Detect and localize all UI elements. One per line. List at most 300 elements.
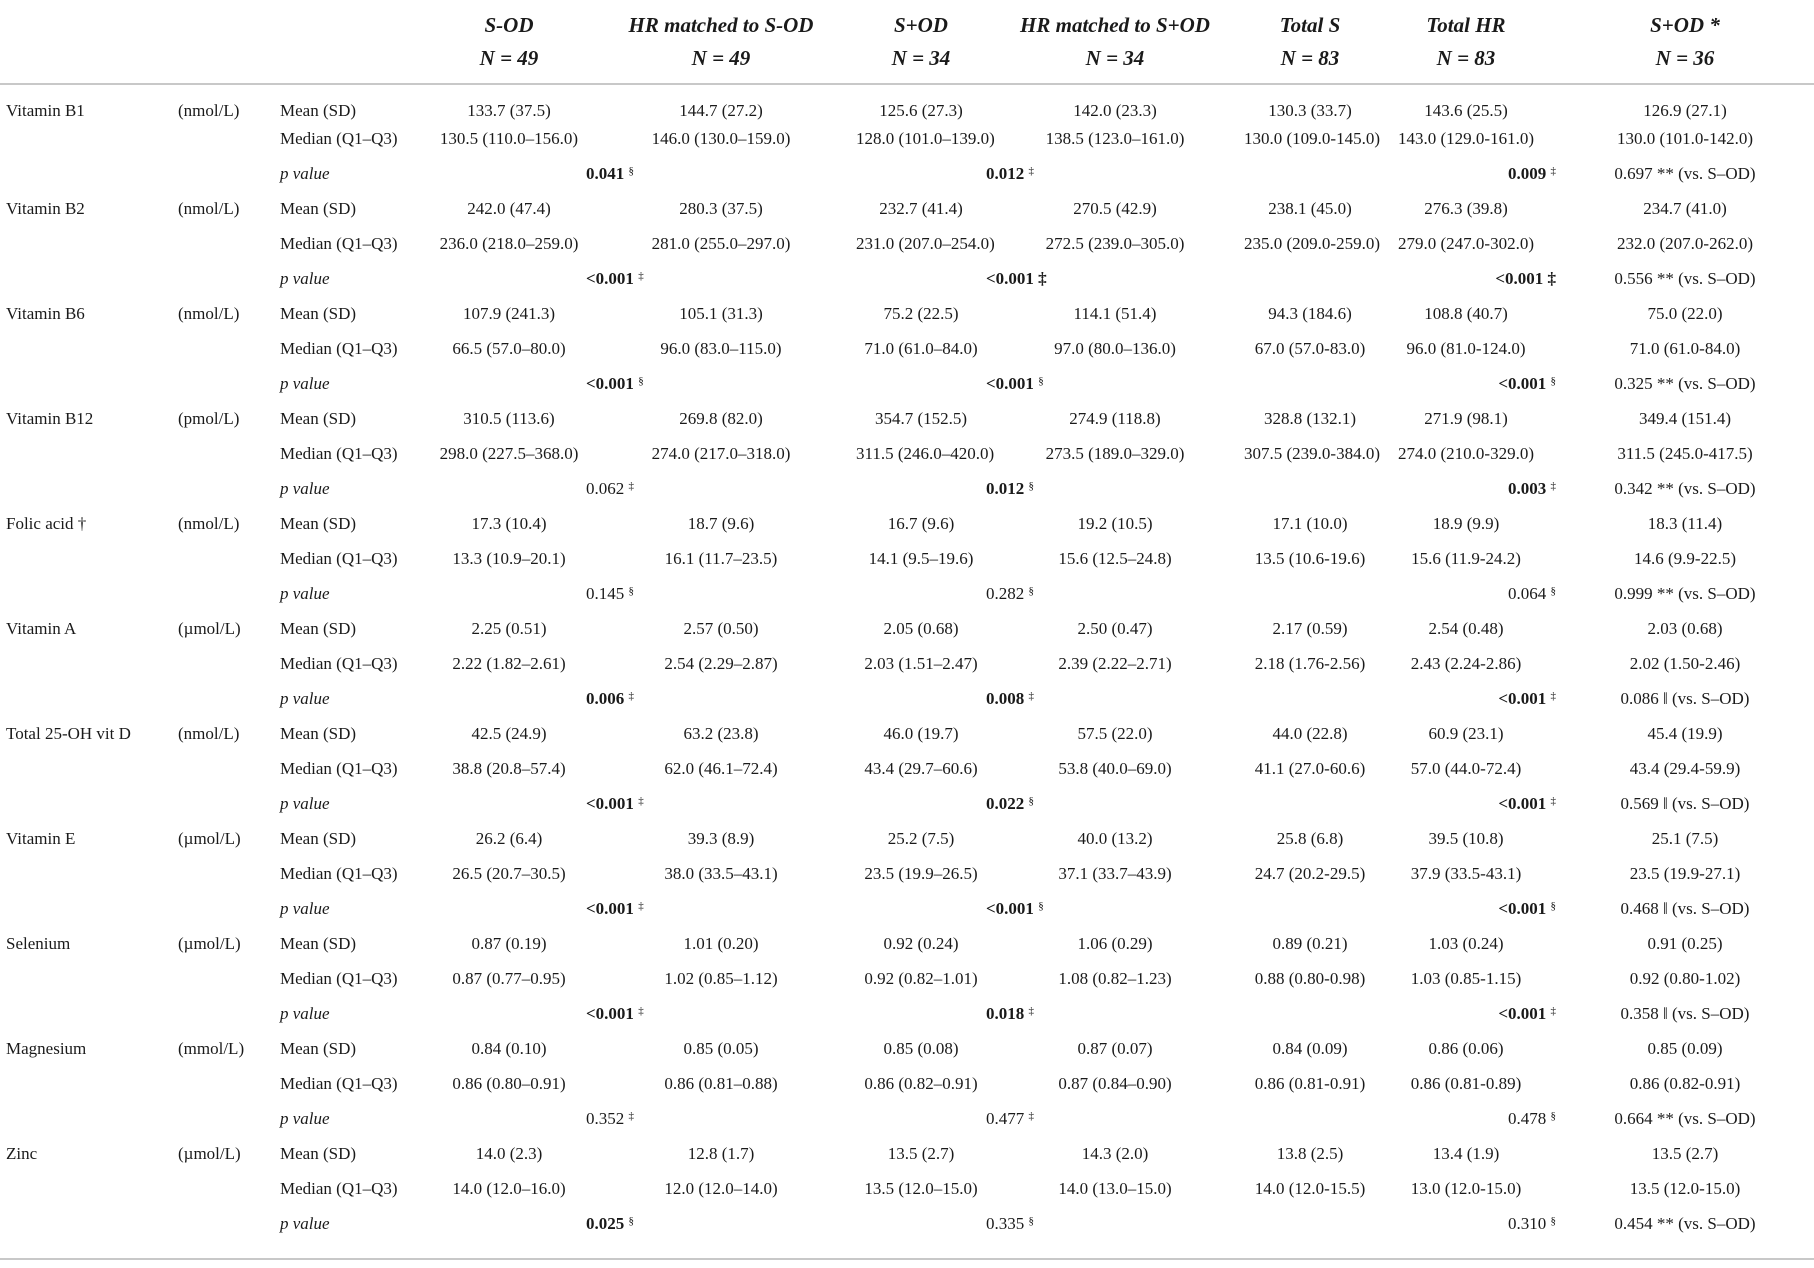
nutrient-name: Vitamin B12 <box>6 408 94 428</box>
p-value-s-plus-od-star: 0.342 ** (vs. S–OD) <box>1614 478 1756 498</box>
p-value-s-plus-od <box>986 156 1244 191</box>
p-value-s-plus-od <box>986 681 1244 716</box>
empty-cell <box>178 961 280 996</box>
median-value: 128.0 (101.0–139.0) <box>856 128 995 148</box>
empty-cell <box>178 121 280 156</box>
test-symbol: ‡ <box>628 479 634 492</box>
p-value-s-plus-od <box>986 1206 1244 1241</box>
nutrient-unit: (nmol/L) <box>178 303 240 323</box>
median-value: 97.0 (80.0–136.0) <box>1054 338 1176 358</box>
median-value: 38.0 (33.5–43.1) <box>664 863 778 883</box>
median-value: 0.92 (0.82–1.01) <box>864 968 978 988</box>
mean-value: 238.1 (45.0) <box>1268 198 1352 218</box>
empty-cell <box>1244 681 1376 716</box>
mean-value: 142.0 (23.3) <box>1073 101 1157 120</box>
test-symbol: ‡ <box>1028 1109 1034 1122</box>
mean-value: 0.91 (0.25) <box>1647 933 1723 953</box>
empty-cell <box>0 121 178 156</box>
empty-cell <box>178 1171 280 1206</box>
mean-value: 13.8 (2.5) <box>1276 1143 1344 1163</box>
p-value-text: 0.009 <box>1508 163 1547 183</box>
p-value-s-plus-od <box>986 996 1244 1031</box>
p-value-s-plus-od-star: 0.325 ** (vs. S–OD) <box>1614 373 1756 393</box>
table-row-median <box>0 226 1814 261</box>
empty-cell <box>432 1206 586 1241</box>
empty-cell <box>178 541 280 576</box>
p-value-total <box>1376 681 1556 716</box>
p-value-s-plus-od-star: 0.697 ** (vs. S–OD) <box>1614 163 1756 183</box>
median-value: 273.5 (189.0–329.0) <box>1045 443 1185 463</box>
table-row-mean <box>0 1136 1814 1171</box>
empty-cell <box>856 996 986 1031</box>
table-row-p-value <box>0 786 1814 821</box>
empty-cell <box>1244 576 1376 611</box>
nutrient-name: Magnesium <box>6 1038 87 1058</box>
mean-value: 25.8 (6.8) <box>1276 828 1344 848</box>
empty-cell <box>856 471 986 506</box>
mean-value: 2.03 (0.68) <box>1647 618 1723 638</box>
p-value-s-od <box>586 576 856 611</box>
median-value: 0.86 (0.81–0.88) <box>664 1073 778 1093</box>
p-value-text: 0.012 <box>986 478 1025 498</box>
column-title: S-OD <box>484 12 534 37</box>
mean-value: 26.2 (6.4) <box>475 828 543 848</box>
mean-value: 2.05 (0.68) <box>883 618 959 638</box>
test-symbol: ‡ <box>628 689 634 702</box>
p-value-text: 0.012 <box>986 163 1025 183</box>
p-value-s-od <box>586 1206 856 1241</box>
median-value: 0.86 (0.80–0.91) <box>452 1073 566 1093</box>
table-row-p-value <box>0 366 1814 401</box>
median-value: 231.0 (207.0–254.0) <box>856 233 995 253</box>
empty-cell <box>178 226 280 261</box>
mean-value: 18.9 (9.9) <box>1432 513 1500 533</box>
empty-cell <box>178 436 280 471</box>
mean-value: 276.3 (39.8) <box>1424 198 1508 218</box>
table-row-median <box>0 436 1814 471</box>
empty-cell <box>0 436 178 471</box>
stat-label-median: Median (Q1–Q3) <box>280 128 398 148</box>
empty-cell <box>0 996 178 1031</box>
column-n: N = 49 <box>691 45 751 70</box>
median-value: 14.1 (9.5–19.6) <box>868 548 974 568</box>
empty-cell <box>0 576 178 611</box>
stat-label-mean: Mean (SD) <box>280 408 357 428</box>
table-row-median <box>0 961 1814 996</box>
median-value: 38.8 (20.8–57.4) <box>452 758 566 778</box>
test-symbol: § <box>1028 794 1034 807</box>
stat-label-mean: Mean (SD) <box>280 618 357 638</box>
empty-cell <box>0 261 178 296</box>
p-value-s-plus-od-star: 0.086 ‖ (vs. S–OD) <box>1620 688 1750 708</box>
median-value: 1.03 (0.85-1.15) <box>1410 968 1522 988</box>
p-value-s-od <box>586 366 856 401</box>
median-value: 57.0 (44.0-72.4) <box>1410 758 1522 778</box>
test-symbol: ‡ <box>1028 164 1034 177</box>
table-row-median <box>0 646 1814 681</box>
p-value-text: <0.001 <box>986 373 1034 393</box>
table-row-median <box>0 541 1814 576</box>
test-symbol: § <box>628 164 634 177</box>
median-value: 298.0 (227.5–368.0) <box>439 443 579 463</box>
nutrient-name: Vitamin E <box>6 828 76 848</box>
p-value-total <box>1376 1101 1556 1136</box>
p-value-text: 0.477 <box>986 1108 1025 1128</box>
header-blank <box>280 0 432 84</box>
p-value-s-plus-od <box>986 366 1244 401</box>
p-value-total <box>1376 1206 1556 1241</box>
median-value: 12.0 (12.0–14.0) <box>664 1178 778 1198</box>
empty-cell <box>178 1206 280 1241</box>
mean-value: 75.2 (22.5) <box>883 303 959 323</box>
mean-value: 126.9 (27.1) <box>1643 101 1727 120</box>
median-value: 43.4 (29.4-59.9) <box>1629 758 1741 778</box>
empty-cell <box>856 891 986 926</box>
mean-value: 242.0 (47.4) <box>467 198 551 218</box>
median-value: 71.0 (61.0-84.0) <box>1629 338 1741 358</box>
stat-label-p: p value <box>280 1213 330 1233</box>
median-value: 0.86 (0.81-0.89) <box>1410 1073 1522 1093</box>
mean-value: 2.50 (0.47) <box>1077 618 1153 638</box>
stat-label-p: p value <box>280 1003 330 1023</box>
empty-cell <box>0 471 178 506</box>
stat-label-mean: Mean (SD) <box>280 101 357 120</box>
median-value: 15.6 (11.9-24.2) <box>1411 548 1521 568</box>
stat-label-median: Median (Q1–Q3) <box>280 443 398 463</box>
mean-value: 1.03 (0.24) <box>1428 933 1504 953</box>
mean-value: 60.9 (23.1) <box>1428 723 1504 743</box>
median-value: 41.1 (27.0-60.6) <box>1254 758 1366 778</box>
empty-cell <box>1244 156 1376 191</box>
p-value-text: 0.008 <box>986 688 1025 708</box>
median-value: 307.5 (239.0-384.0) <box>1244 443 1380 463</box>
header-row <box>0 0 1814 84</box>
p-value-text: 0.478 <box>1508 1108 1547 1128</box>
nutrient-name: Vitamin B1 <box>6 101 85 120</box>
mean-value: 18.3 (11.4) <box>1647 513 1723 533</box>
p-value-s-od <box>586 261 856 296</box>
median-value: 15.6 (12.5–24.8) <box>1058 548 1172 568</box>
stat-label-p: p value <box>280 898 330 918</box>
mean-value: 328.8 (132.1) <box>1263 408 1357 428</box>
mean-value: 271.9 (98.1) <box>1424 408 1508 428</box>
median-value: 14.6 (9.9-22.5) <box>1634 548 1736 568</box>
empty-cell <box>432 366 586 401</box>
table-row-mean <box>0 191 1814 226</box>
mean-value: 133.7 (37.5) <box>467 101 551 120</box>
mean-value: 0.85 (0.05) <box>683 1038 759 1058</box>
mean-value: 130.3 (33.7) <box>1268 101 1352 120</box>
test-symbol: ‡ <box>1550 689 1556 702</box>
p-value-text: 0.041 <box>586 163 625 183</box>
p-value-text: 0.352 <box>586 1108 625 1128</box>
table-row-p-value <box>0 261 1814 296</box>
table-row-p-value <box>0 471 1814 506</box>
mean-value: 39.5 (10.8) <box>1428 828 1504 848</box>
p-value-text: 0.282 <box>986 583 1025 603</box>
table-row-p-value <box>0 891 1814 926</box>
empty-cell <box>1244 996 1376 1031</box>
p-value-text: <0.001 <box>586 898 634 918</box>
empty-cell <box>856 1101 986 1136</box>
mean-value: 0.85 (0.09) <box>1647 1038 1723 1058</box>
p-value-text: <0.001 <box>1498 1003 1547 1023</box>
stat-label-mean: Mean (SD) <box>280 513 357 533</box>
empty-cell <box>0 1171 178 1206</box>
test-symbol: § <box>1028 584 1034 597</box>
median-value: 14.0 (13.0–15.0) <box>1058 1178 1172 1198</box>
p-value-s-od <box>586 471 856 506</box>
nutrient-unit: (µmol/L) <box>178 1143 241 1163</box>
test-symbol: ‡ <box>1550 1004 1556 1017</box>
test-symbol: § <box>1038 899 1044 912</box>
median-value: 146.0 (130.0–159.0) <box>651 128 791 148</box>
mean-value: 44.0 (22.8) <box>1272 723 1348 743</box>
table-row-median <box>0 751 1814 786</box>
median-value: 274.0 (210.0-329.0) <box>1398 443 1534 463</box>
nutrient-unit: (nmol/L) <box>178 723 240 743</box>
median-value: 2.03 (1.51–2.47) <box>864 653 978 673</box>
table-row-median <box>0 1066 1814 1101</box>
empty-cell <box>178 891 280 926</box>
p-value-s-od <box>586 1101 856 1136</box>
mean-value: 57.5 (22.0) <box>1077 723 1153 743</box>
test-symbol: ‡ <box>638 1004 644 1017</box>
p-value-text: <0.001 <box>586 793 634 813</box>
nutrient-name: Folic acid † <box>6 513 87 533</box>
test-symbol: § <box>1550 1109 1556 1122</box>
table-row-mean <box>0 401 1814 436</box>
empty-cell <box>178 856 280 891</box>
header-blank <box>0 0 178 84</box>
stat-label-median: Median (Q1–Q3) <box>280 1178 398 1198</box>
p-value-total <box>1376 471 1556 506</box>
median-value: 96.0 (81.0-124.0) <box>1406 338 1526 358</box>
median-value: 14.0 (12.0–16.0) <box>452 1178 566 1198</box>
empty-cell <box>0 751 178 786</box>
mean-value: 25.2 (7.5) <box>887 828 955 848</box>
mean-value: 40.0 (13.2) <box>1077 828 1153 848</box>
median-value: 0.86 (0.82–0.91) <box>864 1073 978 1093</box>
median-value: 311.5 (245.0-417.5) <box>1617 443 1753 463</box>
empty-cell <box>432 1101 586 1136</box>
median-value: 13.3 (10.9–20.1) <box>452 548 566 568</box>
test-symbol: § <box>628 584 634 597</box>
p-value-s-plus-od <box>986 471 1244 506</box>
table-row-mean <box>0 611 1814 646</box>
empty-cell <box>0 1206 178 1241</box>
empty-cell <box>0 226 178 261</box>
stat-label-p: p value <box>280 163 330 183</box>
stat-label-p: p value <box>280 373 330 393</box>
mean-value: 0.92 (0.24) <box>883 933 959 953</box>
empty-cell <box>432 576 586 611</box>
column-title: HR matched to S-OD <box>628 12 814 37</box>
test-symbol: § <box>1028 479 1034 492</box>
p-value-text: 0.064 <box>1508 583 1547 603</box>
mean-value: 274.9 (118.8) <box>1069 408 1161 428</box>
column-n: N = 83 <box>1436 45 1496 70</box>
mean-value: 13.5 (2.7) <box>887 1143 955 1163</box>
stat-label-median: Median (Q1–Q3) <box>280 863 398 883</box>
empty-cell <box>0 1101 178 1136</box>
p-value-text: <0.001 <box>586 268 634 288</box>
p-value-text: <0.001 <box>1498 688 1547 708</box>
empty-cell <box>432 786 586 821</box>
median-value: 2.54 (2.29–2.87) <box>664 653 778 673</box>
empty-cell <box>0 1066 178 1101</box>
p-value-s-plus-od-star: 0.664 ** (vs. S–OD) <box>1614 1108 1756 1128</box>
p-value-text: <0.001 <box>586 1003 634 1023</box>
header-total-s <box>1244 0 1376 84</box>
mean-value: 0.85 (0.08) <box>883 1038 959 1058</box>
median-value: 281.0 (255.0–297.0) <box>651 233 791 253</box>
table-row-p-value <box>0 156 1814 191</box>
mean-value: 310.5 (113.6) <box>463 408 555 428</box>
median-value: 2.18 (1.76-2.56) <box>1254 653 1366 673</box>
nutrient-name: Vitamin B6 <box>6 303 85 323</box>
stat-label-median: Median (Q1–Q3) <box>280 548 398 568</box>
median-value: 0.86 (0.81-0.91) <box>1254 1073 1366 1093</box>
empty-cell <box>0 961 178 996</box>
column-title: Total S <box>1279 12 1341 37</box>
stat-label-mean: Mean (SD) <box>280 933 357 953</box>
stat-label-mean: Mean (SD) <box>280 723 357 743</box>
nutrient-unit: (mmol/L) <box>178 1038 245 1058</box>
mean-value: 0.84 (0.10) <box>471 1038 547 1058</box>
empty-cell <box>1244 471 1376 506</box>
empty-cell <box>1244 366 1376 401</box>
empty-cell <box>178 331 280 366</box>
column-n: N = 36 <box>1655 45 1715 70</box>
p-value-text: 0.145 <box>586 583 625 603</box>
test-symbol: § <box>1550 374 1556 387</box>
table-row-p-value <box>0 576 1814 611</box>
nutrient-unit: (µmol/L) <box>178 618 241 638</box>
table-row-p-value <box>0 1206 1814 1241</box>
p-value-s-plus-od <box>986 786 1244 821</box>
stat-label-median: Median (Q1–Q3) <box>280 758 398 778</box>
mean-value: 13.4 (1.9) <box>1432 1143 1500 1163</box>
test-symbol: ‡ <box>1028 1004 1034 1017</box>
test-symbol: § <box>1038 374 1044 387</box>
column-title: HR matched to S+OD <box>1020 12 1210 37</box>
empty-cell <box>1244 261 1376 296</box>
empty-cell <box>856 156 986 191</box>
mean-value: 349.4 (151.4) <box>1638 408 1732 428</box>
test-symbol: ‡ <box>1550 794 1556 807</box>
mean-value: 1.01 (0.20) <box>683 933 759 953</box>
test-symbol: § <box>1550 584 1556 597</box>
stat-label-p: p value <box>280 1108 330 1128</box>
table-row-p-value <box>0 1101 1814 1136</box>
median-value: 272.5 (239.0–305.0) <box>1045 233 1185 253</box>
mean-value: 354.7 (152.5) <box>874 408 968 428</box>
mean-value: 45.4 (19.9) <box>1647 723 1723 743</box>
median-value: 1.02 (0.85–1.12) <box>664 968 778 988</box>
empty-cell <box>1244 891 1376 926</box>
mean-value: 18.7 (9.6) <box>687 513 755 533</box>
mean-value: 17.3 (10.4) <box>471 513 547 533</box>
mean-value: 105.1 (31.3) <box>679 303 763 323</box>
table-body <box>0 84 1814 1241</box>
test-symbol: ‡ <box>638 794 644 807</box>
test-symbol: § <box>1550 899 1556 912</box>
p-value-text: <0.001 ‡ <box>986 268 1047 288</box>
mean-value: 280.3 (37.5) <box>679 198 763 218</box>
p-value-total <box>1376 576 1556 611</box>
median-value: 138.5 (123.0–161.0) <box>1045 128 1185 148</box>
mean-value: 12.8 (1.7) <box>687 1143 755 1163</box>
median-value: 16.1 (11.7–23.5) <box>664 548 778 568</box>
p-value-s-od <box>586 156 856 191</box>
mean-value: 0.89 (0.21) <box>1272 933 1348 953</box>
test-symbol: ‡ <box>1550 164 1556 177</box>
nutrient-name: Zinc <box>6 1143 38 1163</box>
stat-label-p: p value <box>280 793 330 813</box>
nutrient-unit: (µmol/L) <box>178 933 241 953</box>
header-hr-matched-s-plus-od <box>986 0 1244 84</box>
empty-cell <box>1244 1206 1376 1241</box>
stat-label-median: Median (Q1–Q3) <box>280 233 398 253</box>
table-row-mean <box>0 821 1814 856</box>
median-value: 71.0 (61.0–84.0) <box>864 338 978 358</box>
median-value: 0.87 (0.84–0.90) <box>1058 1073 1172 1093</box>
table-row-mean <box>0 84 1814 121</box>
p-value-total <box>1376 786 1556 821</box>
median-value: 13.5 (12.0-15.0) <box>1629 1178 1741 1198</box>
mean-value: 63.2 (23.8) <box>683 723 759 743</box>
empty-cell <box>178 681 280 716</box>
nutrient-unit: (nmol/L) <box>178 101 240 120</box>
table-row-median <box>0 1171 1814 1206</box>
column-n: N = 49 <box>479 45 539 70</box>
median-value: 37.1 (33.7–43.9) <box>1058 863 1172 883</box>
mean-value: 0.87 (0.19) <box>471 933 547 953</box>
stat-label-p: p value <box>280 688 330 708</box>
mean-value: 234.7 (41.0) <box>1643 198 1727 218</box>
median-value: 62.0 (46.1–72.4) <box>664 758 778 778</box>
median-value: 53.8 (40.0–69.0) <box>1058 758 1172 778</box>
nutrient-unit: (nmol/L) <box>178 513 240 533</box>
table-row-mean <box>0 296 1814 331</box>
p-value-s-od <box>586 786 856 821</box>
mean-value: 232.7 (41.4) <box>879 198 963 218</box>
empty-cell <box>432 891 586 926</box>
empty-cell <box>0 646 178 681</box>
table-row-mean <box>0 716 1814 751</box>
p-value-text: 0.003 <box>1508 478 1547 498</box>
median-value: 0.88 (0.80-0.98) <box>1254 968 1366 988</box>
nutrient-name: Vitamin B2 <box>6 198 85 218</box>
p-value-s-od <box>586 891 856 926</box>
median-value: 13.5 (12.0–15.0) <box>864 1178 978 1198</box>
p-value-text: <0.001 <box>986 898 1034 918</box>
median-value: 2.43 (2.24-2.86) <box>1410 653 1522 673</box>
mean-value: 114.1 (51.4) <box>1073 303 1157 323</box>
table-row-p-value <box>0 681 1814 716</box>
p-value-s-plus-od-star: 0.569 ‖ (vs. S–OD) <box>1620 793 1750 813</box>
header-hr-matched-s-od <box>586 0 856 84</box>
mean-value: 2.25 (0.51) <box>471 618 547 638</box>
mean-value: 143.6 (25.5) <box>1424 101 1508 120</box>
median-value: 96.0 (83.0–115.0) <box>660 338 782 358</box>
empty-cell <box>178 261 280 296</box>
median-value: 26.5 (20.7–30.5) <box>452 863 566 883</box>
bottom-rule <box>0 1258 1814 1260</box>
p-value-text: 0.335 <box>986 1213 1025 1233</box>
empty-cell <box>0 681 178 716</box>
